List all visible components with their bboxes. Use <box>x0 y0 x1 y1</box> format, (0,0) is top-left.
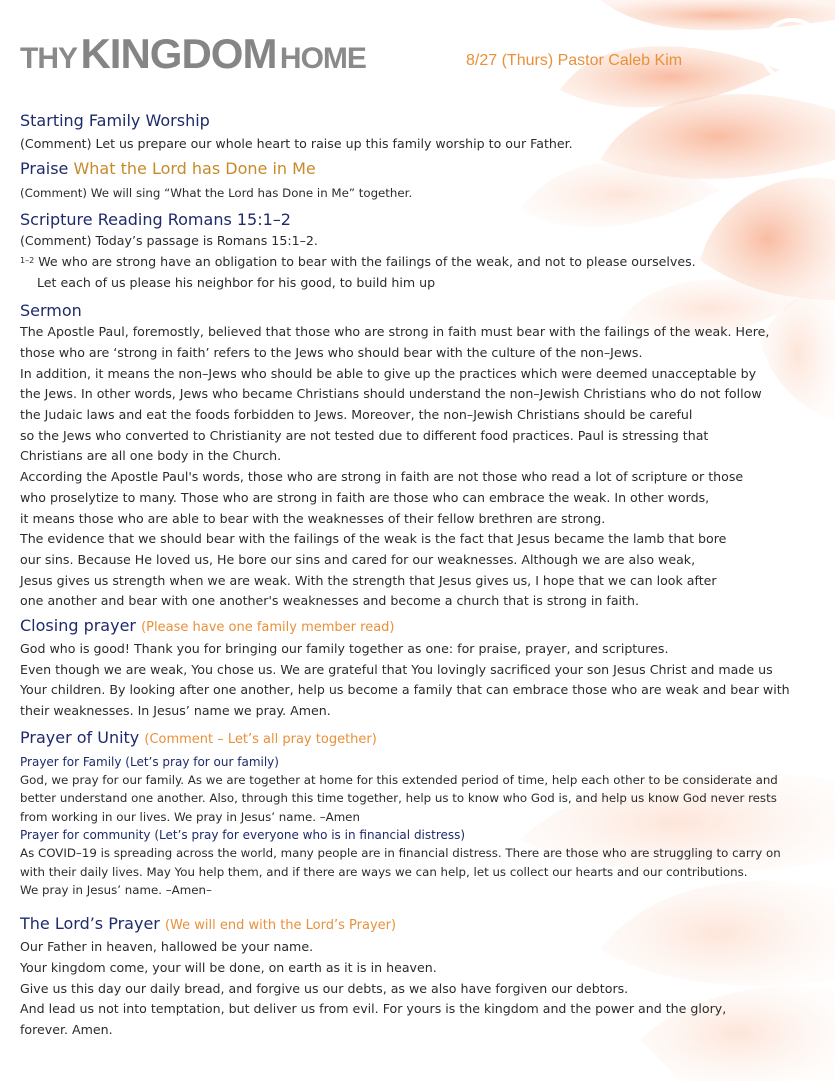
text-line: those who are ‘strong in faith’ refers to the Jews who should bear with the culture of the non–Jews. <box>20 344 643 360</box>
text-line: Our Father in heaven, hallowed be your name. <box>20 939 314 955</box>
logo-caption: THY KINGDOM <box>767 89 817 96</box>
text-line: the Jews. In other words, Jews who became Christians should understand the non–Jewish Christians who do not follow <box>20 386 762 402</box>
section-sermon <box>20 301 830 612</box>
text-line: our sins. Because He loved us, He bore our sins and cared for our weaknesses. Although we are also weak, <box>20 551 696 567</box>
date-pastor-line: 8/27 (Thurs) Pastor Caleb Kim <box>466 52 683 69</box>
section-closing-prayer <box>20 616 830 722</box>
section-starting-worship <box>20 111 830 155</box>
page-header <box>20 26 820 96</box>
section-title <box>20 159 830 178</box>
section-title <box>20 914 830 933</box>
text-line: We pray in Jesus’ name. –Amen– <box>20 882 212 897</box>
section-praise <box>20 159 830 202</box>
section-lords-prayer <box>20 914 830 1041</box>
text-line: one another and bear with one another's weaknesses and become a church that is strong in faith. <box>20 593 639 609</box>
text-line: According the Apostle Paul's words, those who are strong in faith are not those who read a lot of scripture or those <box>20 469 744 485</box>
brand-word-kingdom: KINGDOM <box>80 30 277 77</box>
comment-text: (Comment) We will sing “What the Lord has Done in Me” together. <box>20 185 413 200</box>
text-line: the Judaic laws and eat the foods forbidden to Jews. Moreover, the non–Jewish Christians should be careful <box>20 407 693 423</box>
text-line: The Apostle Paul, foremostly, believed that those who are strong in faith must bear with the failings of the weak. Here, <box>20 324 770 340</box>
text-line: with their daily lives. May You help them, and if there are ways we can help, let us collect our hearts and our contributions. <box>20 864 748 879</box>
text-line: Your kingdom come, your will be done, on earth as it is in heaven. <box>20 960 437 976</box>
worship-content <box>20 108 830 1041</box>
closing-label: Closing prayer <box>20 616 136 636</box>
scripture-verse <box>20 252 830 273</box>
verse-number: 1–2 <box>20 255 35 265</box>
closing-note: (Please have one family member read) <box>141 620 395 636</box>
section-title <box>20 728 830 747</box>
text-line: their weaknesses. In Jesus’ name we pray. Amen. <box>20 703 331 719</box>
praise-label: Praise <box>20 158 69 178</box>
text-line: And lead us not into temptation, but deliver us from evil. For yours is the kingdom and the power and the glory, <box>20 1001 727 1017</box>
section-title: Sermon <box>20 301 82 321</box>
section-title <box>20 616 830 635</box>
section-title: Starting Family Worship <box>20 111 210 130</box>
section-prayer-of-unity <box>20 728 830 899</box>
community-prayer-body <box>20 844 830 899</box>
thy-kingdom-logo-icon <box>742 8 835 98</box>
verse-line-1: We who are strong have an obligation to bear with the failings of the weak, and not to please ourselves. <box>38 253 696 269</box>
section-title: Scripture Reading Romans 15:1–2 <box>20 210 291 230</box>
family-prayer-heading: Prayer for Family (Let’s pray for our family) <box>20 754 279 769</box>
text-line: The evidence that we should bear with the failings of the weak is the fact that Jesus became the lamb that bore <box>20 531 727 547</box>
text-line: forever. Amen. <box>20 1022 113 1038</box>
closing-prayer-body <box>20 639 830 722</box>
text-line: it means those who are able to bear with the weaknesses of their fellow brethren are strong. <box>20 510 606 526</box>
text-line: God, we pray for our family. As we are together at home for this extended period of time, help each other to be considerate and <box>20 772 778 787</box>
sermon-body <box>20 322 830 612</box>
text-line: Christians are all one body in the Church. <box>20 448 282 464</box>
unity-note: (Comment – Let’s all pray together) <box>144 731 377 747</box>
brand-title <box>20 30 366 78</box>
text-line: In addition, it means the non–Jews who should be able to give up the practices which were deemed unacceptable by <box>20 365 757 381</box>
text-line: from working in our lives. We pray in Jesus’ name. –Amen <box>20 809 360 824</box>
verse-line-2: Let each of us please his neighbor for his good, to build him up <box>37 274 436 290</box>
lords-prayer-label: The Lord’s Prayer <box>20 914 160 934</box>
brand-word-home: HOME <box>279 42 366 75</box>
comment-text: (Comment) Today’s passage is Romans 15:1–2. <box>20 233 318 249</box>
section-scripture <box>20 210 830 293</box>
text-line: Jesus gives us strength when we are weak. With the strength that Jesus gives us, I hope that we can look after <box>20 572 717 588</box>
text-line: who proselytize to many. Those who are strong in faith are those who can embrace the weak. In other words, <box>20 489 710 505</box>
text-line: so the Jews who converted to Christianity are not tested due to different food practices. Paul is stressing that <box>20 427 709 443</box>
text-line: Even though we are weak, You chose us. We are grateful that You lovingly sacrificed your son Jesus Christ and made us <box>20 661 773 677</box>
lords-prayer-body <box>20 937 830 1041</box>
brand-word-thy: THY <box>20 42 77 75</box>
comment-text: (Comment) Let us prepare our whole heart to raise up this family worship to our Father. <box>20 136 573 151</box>
text-line: Your children. By looking after one another, help us become a family that can embrace those who are weak and bear with <box>20 682 790 698</box>
unity-label: Prayer of Unity <box>20 727 140 747</box>
text-line: better understand one another. Also, through this time together, help us to know who God is, and help us know God never rests <box>20 791 777 806</box>
community-prayer-heading: Prayer for community (Let’s pray for everyone who is in financial distress) <box>20 828 466 843</box>
text-line: God who is good! Thank you for bringing our family together as one: for praise, prayer, and scriptures. <box>20 641 669 657</box>
lords-prayer-note: (We will end with the Lord’s Prayer) <box>164 918 397 934</box>
family-prayer-body <box>20 771 830 826</box>
text-line: Give us this day our daily bread, and forgive us our debts, as we also have forgiven our debtors. <box>20 980 629 996</box>
song-title: What the Lord has Done in Me <box>73 158 316 178</box>
text-line: As COVID–19 is spreading across the world, many people are in financial distress. There are those who are struggling to carry on <box>20 846 781 861</box>
